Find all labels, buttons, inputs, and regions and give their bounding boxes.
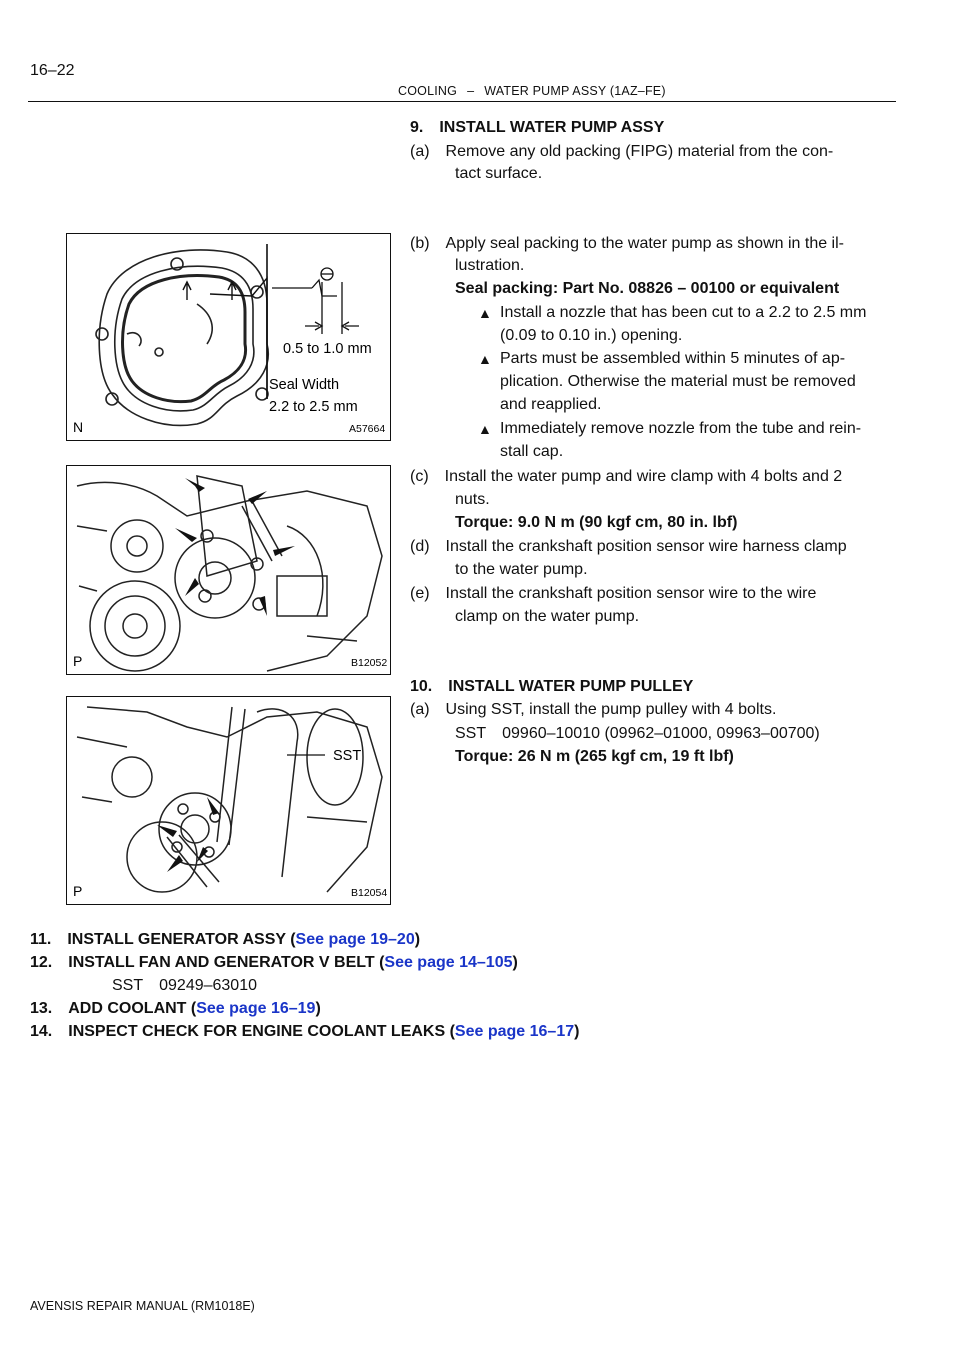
step-14-text: 14. INSPECT CHECK FOR ENGINE COOLANT LEAKS ( [30, 1023, 455, 1040]
step-10a-sst: SST 09960–10010 (09962–01000, 09963–00700) [455, 725, 820, 742]
figure-seal-packing [66, 233, 391, 441]
figure-letter: N [73, 419, 84, 435]
bullet1-line2: (0.09 to 0.10 in.) opening. [500, 327, 683, 344]
step-11-close: ) [414, 931, 421, 948]
step-9a-line2: tact surface. [455, 165, 543, 182]
step-9d-line1: (d) Install the crankshaft position sensor wire harness clamp [410, 538, 847, 555]
dim-label: 0.5 to 1.0 mm [283, 341, 372, 357]
step-13 [30, 997, 321, 1020]
step-10-title: 10. INSTALL WATER PUMP PULLEY [410, 678, 694, 695]
seal-width-label-2: 2.2 to 2.5 mm [269, 399, 358, 415]
bullet2-line3: and reapplied. [500, 396, 602, 413]
step-11 [30, 928, 420, 951]
step-9b-line2: lustration. [455, 257, 525, 274]
step-14-close: ) [574, 1023, 580, 1040]
step-12-close: ) [512, 954, 518, 971]
bullet-triangle-icon: ▲ [478, 305, 492, 321]
step-9b-line1: (b) Apply seal packing to the water pump as shown in the il- [410, 235, 844, 252]
step-9d-line2: to the water pump. [455, 561, 588, 578]
step-13-text: 13. ADD COOLANT ( [30, 1000, 197, 1017]
figure-letter: P [73, 653, 83, 669]
sst-label: SST [333, 748, 362, 764]
header-section: COOLING [398, 84, 458, 98]
step-11-text: 11. INSTALL GENERATOR ASSY ( [30, 931, 296, 948]
header-title [398, 84, 666, 98]
step-9c-line2: nuts. [455, 491, 490, 508]
water-pump-gasket-illustration [67, 234, 390, 440]
step-9e-line2: clamp on the water pump. [455, 608, 640, 625]
step-13-close: ) [315, 1000, 321, 1017]
figure-code: B12054 [351, 887, 388, 899]
header-rule [28, 101, 896, 102]
bullet3-line2: stall cap. [500, 443, 564, 460]
figure-water-pump-bolts [66, 465, 391, 675]
bullet2-line2: plication. Otherwise the material must be removed [500, 373, 856, 390]
step-10a-torque: Torque: 26 N m (265 kgf cm, 19 ft lbf) [455, 748, 734, 765]
bullet-triangle-icon: ▲ [478, 351, 492, 367]
step-10a-line1: (a) Using SST, install the pump pulley with 4 bolts. [410, 701, 777, 718]
step-12 [30, 951, 518, 974]
figure-pump-pulley-sst [66, 696, 391, 905]
page-number: 16–22 [30, 62, 75, 79]
step-9b-spec: Seal packing: Part No. 08826 – 00100 or equivalent [455, 280, 840, 297]
step-12-sst: SST 09249–63010 [112, 977, 257, 994]
pump-pulley-install-illustration [67, 697, 390, 904]
link-see-page-14-105[interactable]: See page 14–105 [384, 954, 513, 971]
figure-letter: P [73, 883, 83, 899]
step-9-title: 9. INSTALL WATER PUMP ASSY [410, 119, 665, 136]
step-9c-torque: Torque: 9.0 N m (90 kgf cm, 80 in. lbf) [455, 514, 738, 531]
bullet1-line1: Install a nozzle that has been cut to a 2.2 to 2.5 mm [500, 304, 867, 321]
bullet2-line1: Parts must be assembled within 5 minutes of ap- [500, 350, 846, 367]
step-14 [30, 1020, 579, 1043]
water-pump-install-illustration [67, 466, 390, 674]
header-separator: – [467, 84, 475, 98]
bullet3-line1: Immediately remove nozzle from the tube and rein- [500, 420, 862, 437]
figure-code: B12052 [351, 657, 388, 669]
footer-manual-title: AVENSIS REPAIR MANUAL (RM1018E) [30, 1299, 255, 1313]
link-see-page-16-17[interactable]: See page 16–17 [454, 1023, 575, 1040]
seal-width-label-1: Seal Width [269, 377, 340, 393]
step-9c-line1: (c) Install the water pump and wire clamp with 4 bolts and 2 [410, 468, 843, 485]
figure-code: A57664 [349, 423, 386, 435]
step-9e-line1: (e) Install the crankshaft position sensor wire to the wire [410, 585, 817, 602]
step-9a-line1: (a) Remove any old packing (FIPG) material from the con- [410, 143, 834, 160]
header-subsection: WATER PUMP ASSY (1AZ–FE) [484, 84, 666, 98]
link-see-page-19-20[interactable]: See page 19–20 [295, 931, 415, 948]
link-see-page-16-19[interactable]: See page 16–19 [196, 1000, 316, 1017]
bullet-triangle-icon: ▲ [478, 421, 492, 437]
step-12-text: 12. INSTALL FAN AND GENERATOR V BELT ( [30, 954, 385, 971]
